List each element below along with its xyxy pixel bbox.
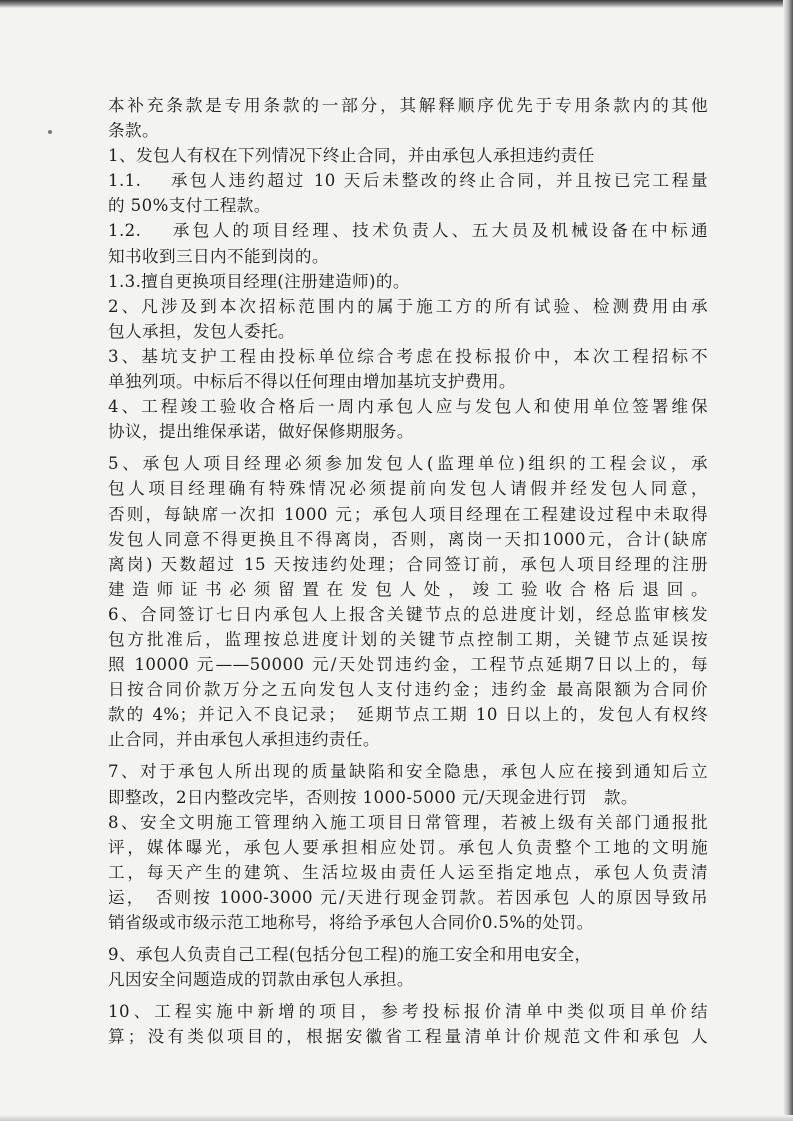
- clause-7: 7、对于承包人所出现的质量缺陷和安全隐患，承包人应在接到通知后立: [108, 762, 708, 782]
- clause-6: 6、合同签订七日内承包人上报含关键节点的总进度计划，经总监审核发: [108, 604, 708, 624]
- text-line: 即整改，2日内整改完毕，否则按 1000-5000 元/天现金进行罚 款。: [108, 787, 638, 807]
- clause-2: 2、凡涉及到本次招标范围内的属于施工方的所有试验、检测费用由承: [108, 296, 708, 316]
- document-body: [108, 93, 708, 1049]
- scan-shadow-bottom: [0, 1115, 793, 1121]
- clause-3: 3、基坑支护工程由投标单位综合考虑在投标报价中，本次工程招标不: [108, 346, 708, 366]
- text-line: 知书收到三日内不能到岗的。: [108, 246, 329, 266]
- clause-8: 8、安全文明施工管理纳入施工项目日常管理，若被上级有关部门通报批: [108, 812, 708, 832]
- text-line: 1.3.擅自更换项目经理(注册建造师)的。: [108, 271, 410, 291]
- text-line: 款的 4%；并记入不良记录； 延期节点工期 10 日以上的，发包人有权终: [108, 705, 708, 725]
- text-line: 销省级或市级示范工地称号，将给予承包人合同价0.5%的处罚。: [108, 913, 594, 932]
- text-line: 的 50%支付工程款。: [108, 196, 271, 216]
- text-line: 发包人同意不得更换且不得离岗，否则，离岗一天扣1000元，合计(缺席: [108, 529, 708, 549]
- text-line: 包人项目经理确有特殊情况必须提前向发包人请假并经发包人同意，: [108, 479, 708, 499]
- text-line: 凡因安全问题造成的罚款由承包人承担。: [108, 970, 414, 990]
- text-line: 1.1. 承包人违约超过 10 天后未整改的终止合同，并且按已完工程量: [108, 171, 708, 191]
- clause-1-heading: 1、发包人有权在下列情况下终止合同，并由承包人承担违约责任: [108, 146, 595, 166]
- text-line: 工，每天产生的建筑、生活垃圾由责任人运至指定地点，承包人负责清: [108, 862, 708, 882]
- clause-5: 5、承包人项目经理必须参加发包人(监理单位)组织的工程会议，承: [108, 454, 708, 474]
- text-line: 算；没有类似项目的，根据安徽省工程量清单计价规范文件和承包 人: [108, 1027, 708, 1047]
- text-line: 建造师证书必须留置在发包人处，竣工验收合格后退回。: [108, 579, 708, 599]
- text-line: 止合同，并由承包人承担违约责任。: [108, 730, 380, 750]
- text-line: 否则，每缺席一次扣 1000 元；承包人项目经理在工程建设过程中未取得: [108, 504, 708, 524]
- text-line: 运， 否则按 1000-3000 元/天进行现金罚款。若因承包 人的原因导致吊: [108, 887, 708, 907]
- text-line: 1.2. 承包人的项目经理、技术负责人、五大员及机械设备在中标通: [108, 221, 708, 241]
- text-line: 本补充条款是专用条款的一部分，其解释顺序优先于专用条款内的其他: [108, 96, 708, 115]
- text-line: 日按合同价款万分之五向发包人支付违约金；违约金 最高限额为合同价: [108, 680, 708, 700]
- clause-9: 9、承包人负责自己工程(包括分包工程)的施工安全和用电安全，: [108, 945, 592, 965]
- text-line: 包人承担，发包人委托。: [108, 321, 295, 341]
- text-line: 单独列项。中标后不得以任何理由增加基坑支护费用。: [108, 372, 516, 392]
- clause-4: 4、工程竣工验收合格后一周内承包人应与发包人和使用单位签署维保: [108, 397, 708, 417]
- text-line: 包方批准后，监理按总进度计划的关键节点控制工期，关键节点延误按: [108, 629, 708, 649]
- text-line: 离岗) 天数超过 15 天按违约处理；合同签订前，承包人项目经理的注册: [108, 554, 708, 574]
- text-line: 评，媒体曝光，承包人要承担相应处罚。承包人负责整个工地的文明施: [108, 837, 708, 857]
- scan-shadow-top: [0, 0, 793, 8]
- scan-shadow-right: [783, 0, 793, 1121]
- text-line: 条款。: [108, 121, 159, 141]
- clause-10: 10、工程实施中新增的项目，参考投标报价清单中类似项目单价结: [108, 1002, 708, 1022]
- text-line: 照 10000 元——50000 元/天处罚违约金，工程节点延期7日以上的，每: [108, 655, 708, 675]
- text-line: 协议，提出维保承诺，做好保修期服务。: [108, 422, 414, 442]
- scan-speck: [48, 130, 52, 134]
